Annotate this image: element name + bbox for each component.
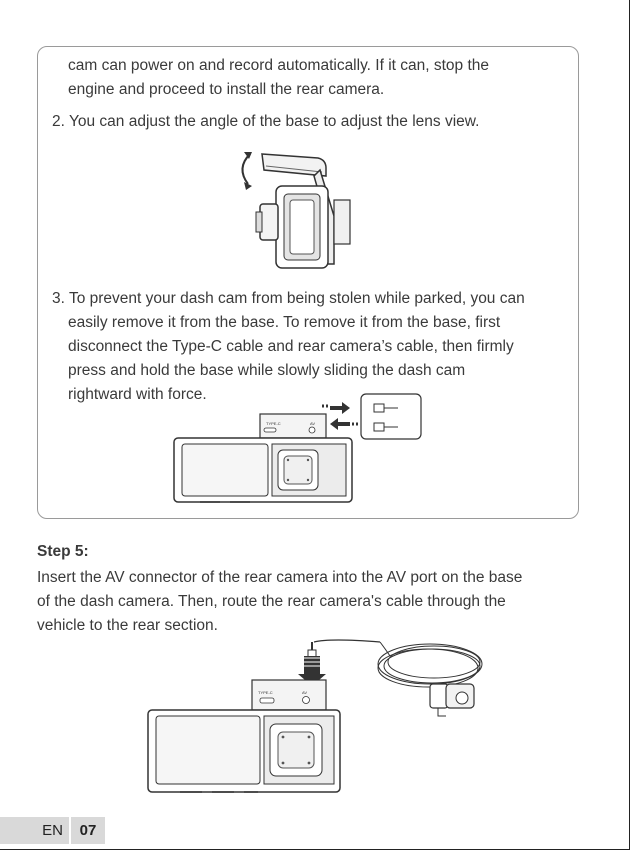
av-label: AV xyxy=(310,421,316,426)
step-5-title: Step 5: xyxy=(37,543,89,560)
step-5-text-line: vehicle to the rear section. xyxy=(37,617,218,634)
remove-from-base-illustration xyxy=(170,392,430,510)
item-3-text-line: 3. To prevent your dash cam from being stolen while parked, you can xyxy=(52,290,525,307)
step-5-text-line: of the dash camera. Then, route the rear camera's cable through the xyxy=(37,593,506,610)
type-c-label-2: TYPE-C xyxy=(258,690,273,695)
language-label: EN xyxy=(0,817,69,844)
av-connection-illustration xyxy=(140,636,485,801)
item-3-text-line: disconnect the Type-C cable and rear camera’s cable, then firmly xyxy=(68,338,514,355)
page-number: 07 xyxy=(71,817,105,844)
box-text-line: engine and proceed to install the rear camera. xyxy=(68,81,385,98)
item-2-text: 2. You can adjust the angle of the base to adjust the lens view. xyxy=(52,113,480,130)
item-3-text-line: rightward with force. xyxy=(68,386,207,403)
step-5-text-line: Insert the AV connector of the rear camera into the AV port on the base xyxy=(37,569,523,586)
item-3-text-line: press and hold the base while slowly sliding the dash cam xyxy=(68,362,466,379)
type-c-label: TYPE-C xyxy=(266,421,281,426)
av-label-2: AV xyxy=(302,690,308,695)
box-text-line: cam can power on and record automatically. If it can, stop the xyxy=(68,57,490,74)
item-3-text-line: easily remove it from the base. To remove it from the base, first xyxy=(68,314,501,331)
mount-angle-illustration xyxy=(230,146,360,276)
